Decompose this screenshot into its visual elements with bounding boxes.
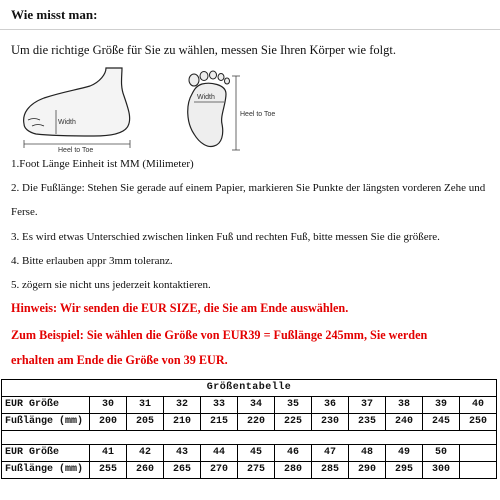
hint-text: Hinweis: Wir senden die EUR SIZE, die Sie am Ende auswählen. — [11, 301, 349, 315]
length-cell: 215 — [201, 414, 238, 431]
table-row — [2, 414, 497, 431]
example-line-1: Zum Beispiel: Sie wählen die Größe von EUR39 = Fußlänge 245mm, Sie werden — [11, 328, 428, 342]
side-length-label: Heel to Toe — [58, 147, 94, 154]
length-cell: 300 — [423, 462, 460, 479]
row-label-eur: EUR Größe — [2, 397, 90, 414]
length-cell: 255 — [90, 462, 127, 479]
page-heading: Wie misst man: — [11, 7, 98, 22]
table-spacer — [2, 431, 497, 445]
eur-cell: 43 — [164, 445, 201, 462]
side-width-label: Width — [58, 119, 76, 126]
eur-cell: 47 — [312, 445, 349, 462]
eur-cell: 32 — [164, 397, 201, 414]
row-label-length: Fußlänge (mm) — [2, 414, 90, 431]
foot-side-view — [24, 68, 130, 136]
length-cell: 290 — [349, 462, 386, 479]
eur-cell: 36 — [312, 397, 349, 414]
eur-cell: 30 — [90, 397, 127, 414]
eur-cell: 46 — [275, 445, 312, 462]
length-cell: 295 — [386, 462, 423, 479]
length-cell: 230 — [312, 414, 349, 431]
length-cell: 275 — [238, 462, 275, 479]
eur-cell: 38 — [386, 397, 423, 414]
length-cell: 205 — [127, 414, 164, 431]
length-cell: 240 — [386, 414, 423, 431]
instruction-2: 2. Die Fußlänge: Stehen Sie gerade auf einem Papier, markieren Sie Punkte der längsten vorderen Zehe und — [11, 182, 486, 194]
length-cell: 265 — [164, 462, 201, 479]
foot-measurement-illustration — [14, 64, 304, 156]
length-cell: 220 — [238, 414, 275, 431]
intro-text: Um die richtige Größe für Sie zu wählen, messen Sie Ihren Körper wie folgt. — [11, 43, 396, 57]
length-cell: 210 — [164, 414, 201, 431]
table-row — [2, 462, 497, 479]
instruction-1: 1.Foot Länge Einheit ist MM (Milimeter) — [11, 158, 194, 170]
eur-cell: 33 — [201, 397, 238, 414]
eur-cell: 49 — [386, 445, 423, 462]
table-row — [2, 397, 497, 414]
size-table-title: Größentabelle — [2, 380, 497, 397]
row-label-eur: EUR Größe — [2, 445, 90, 462]
instruction-3: 3. Es wird etwas Unterschied zwischen linken Fuß und rechten Fuß, bitte messen Sie die größere. — [11, 231, 440, 243]
eur-cell: 39 — [423, 397, 460, 414]
instruction-5: 5. zögern sie nicht uns jederzeit kontaktieren. — [11, 279, 211, 291]
length-cell: 260 — [127, 462, 164, 479]
eur-cell: 40 — [460, 397, 497, 414]
eur-cell — [460, 445, 497, 462]
length-cell: 270 — [201, 462, 238, 479]
table-row — [2, 445, 497, 462]
size-table — [1, 379, 497, 479]
instruction-2-cont: Ferse. — [11, 206, 38, 218]
length-cell: 280 — [275, 462, 312, 479]
row-label-length: Fußlänge (mm) — [2, 462, 90, 479]
eur-cell: 35 — [275, 397, 312, 414]
eur-cell: 45 — [238, 445, 275, 462]
length-cell: 200 — [90, 414, 127, 431]
length-cell: 285 — [312, 462, 349, 479]
eur-cell: 34 — [238, 397, 275, 414]
eur-cell: 41 — [90, 445, 127, 462]
eur-cell: 42 — [127, 445, 164, 462]
sole-length-label: Heel to Toe — [240, 111, 276, 118]
example-line-2: erhalten am Ende die Größe von 39 EUR. — [11, 353, 228, 367]
eur-cell: 31 — [127, 397, 164, 414]
eur-cell: 37 — [349, 397, 386, 414]
sole-width-label: Width — [197, 94, 215, 101]
divider — [0, 29, 500, 30]
eur-cell: 48 — [349, 445, 386, 462]
foot-sole-view — [188, 83, 226, 146]
eur-cell: 50 — [423, 445, 460, 462]
length-cell — [460, 462, 497, 479]
length-cell: 225 — [275, 414, 312, 431]
length-cell: 235 — [349, 414, 386, 431]
instruction-4: 4. Bitte erlauben appr 3mm toleranz. — [11, 255, 173, 267]
eur-cell: 44 — [201, 445, 238, 462]
length-cell: 250 — [460, 414, 497, 431]
length-cell: 245 — [423, 414, 460, 431]
